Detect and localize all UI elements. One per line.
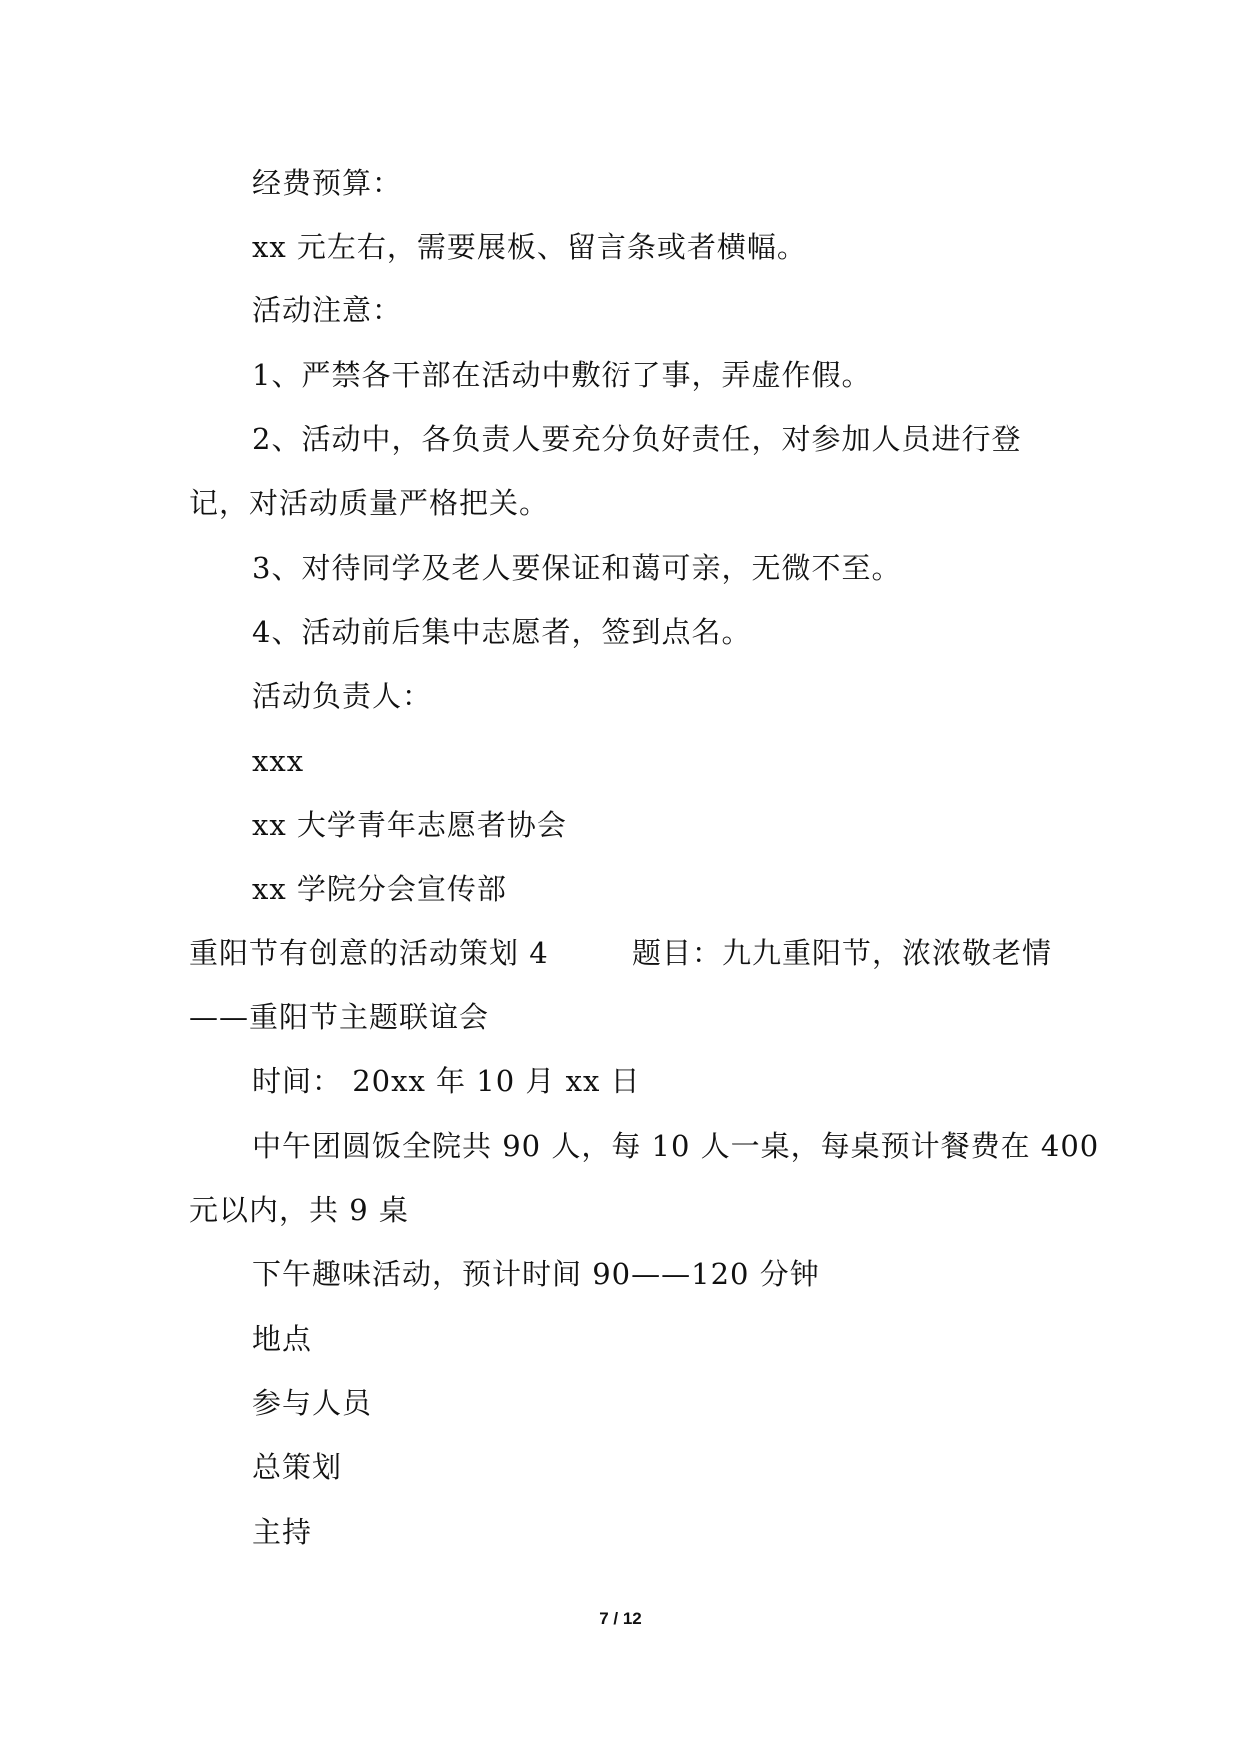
budget-heading: 经费预算： bbox=[252, 166, 403, 200]
section-heading-title: 重阳节有创意的活动策划 4 bbox=[189, 936, 549, 970]
lunch-detail-line-1: 中午团圆饭全院共 90 人，每 10 人一桌，每桌预计餐费在 400 bbox=[252, 1129, 1100, 1163]
budget-detail: xx 元左右，需要展板、留言条或者横幅。 bbox=[252, 230, 807, 264]
section-heading-topic: 题目：九九重阳节，浓浓敬老情 bbox=[631, 936, 1052, 970]
note-item-3: 3、对待同学及老人要保证和蔼可亲，无微不至。 bbox=[252, 551, 902, 585]
note-item-1: 1、严禁各干部在活动中敷衍了事，弄虚作假。 bbox=[252, 358, 872, 392]
organizer-name: xxx bbox=[252, 744, 305, 778]
chief-planner-label: 总策划 bbox=[252, 1450, 343, 1484]
section-heading bbox=[189, 933, 1052, 973]
lunch-detail-line-2: 元以内，共 9 桌 bbox=[189, 1193, 409, 1227]
host-label: 主持 bbox=[252, 1515, 313, 1549]
note-item-2-line-2: 记，对活动质量严格把关。 bbox=[189, 486, 550, 520]
participants-label: 参与人员 bbox=[252, 1386, 373, 1420]
organizer-heading: 活动负责人： bbox=[252, 679, 433, 713]
note-item-4: 4、活动前后集中志愿者，签到点名。 bbox=[252, 615, 752, 649]
organizer-department: xx 学院分会宣传部 bbox=[252, 872, 507, 906]
event-time: 时间： 20xx 年 10 月 xx 日 bbox=[252, 1064, 641, 1098]
afternoon-activity: 下午趣味活动，预计时间 90——120 分钟 bbox=[252, 1257, 820, 1291]
organizer-association: xx 大学青年志愿者协会 bbox=[252, 808, 567, 842]
location-label: 地点 bbox=[252, 1322, 313, 1356]
notes-heading: 活动注意： bbox=[252, 293, 403, 327]
note-item-2-line-1: 2、活动中，各负责人要充分负好责任，对参加人员进行登 bbox=[252, 422, 1022, 456]
section-heading-subtitle: ——重阳节主题联谊会 bbox=[189, 1000, 490, 1034]
page-number: 7 / 12 bbox=[599, 1609, 642, 1628]
